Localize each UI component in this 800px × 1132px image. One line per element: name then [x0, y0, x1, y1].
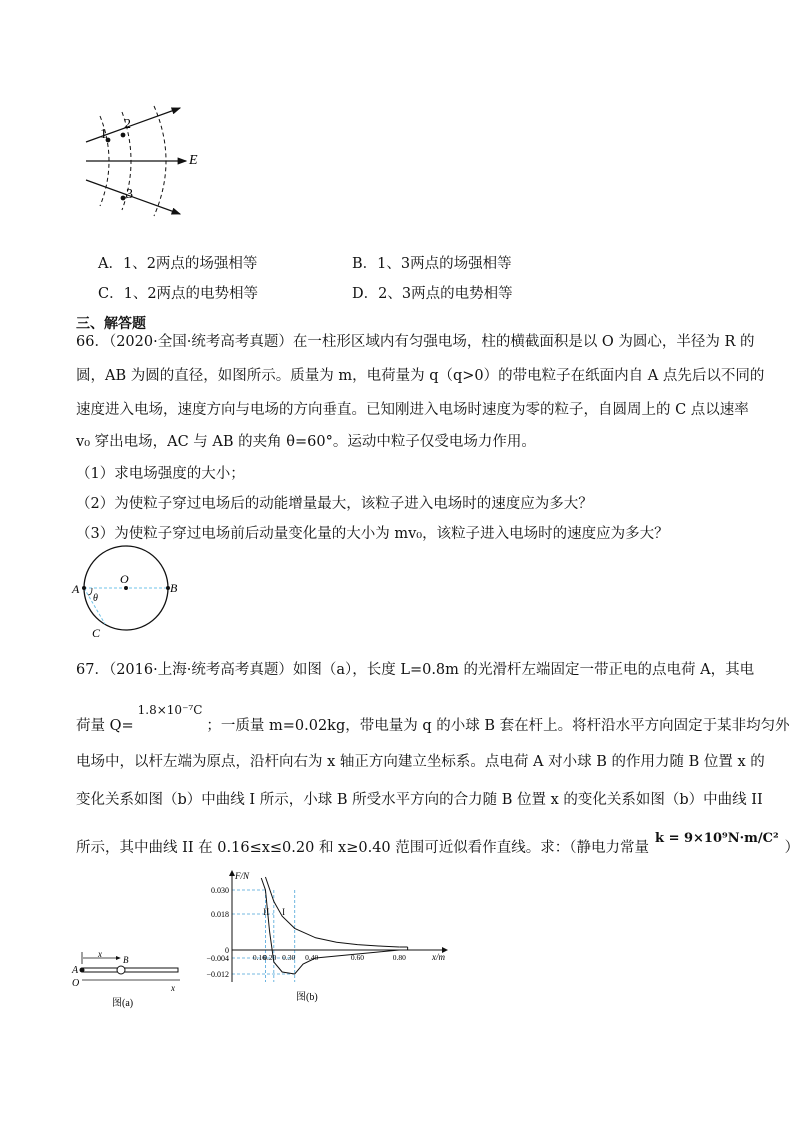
circle-figure [68, 545, 188, 645]
q67-charge-value: 1.8×10⁻⁷C [137, 703, 203, 717]
point-a [82, 586, 86, 590]
x-tick-4: 0.60 [350, 953, 365, 962]
fig-a-caption: 图(a) [112, 998, 134, 1009]
q66-line-2: 圆，AB 为圆的直径，如图所示。质量为 m，电荷量为 q（q>0）的带电粒子在纸面内自 A 点先后以不同的 [76, 368, 765, 384]
x-tick-0: 0.16 [252, 953, 267, 962]
q66-sub-3: （3）为使粒子穿过电场前后动量变化量的大小为 mv₀，该粒子进入电场时的速度应为多大？ [76, 526, 669, 542]
q67-line-2-rest: ；一质量 m=0.02kg，带电量为 q 的小球 B 套在杆上。将杆沿水平方向固定于某非均匀外 [206, 718, 790, 734]
option-a: A．1、2两点的场强相等 [98, 256, 258, 272]
q67-constant-k: k = 9×10⁹N·m/C² [655, 831, 779, 846]
option-b: B．1、3两点的场强相等 [352, 256, 512, 272]
force-chart [190, 870, 460, 1006]
fig-b-caption: 图(b) [296, 992, 318, 1003]
q67-line-1: 67．（2016·上海·统考高考真题）如图（a），长度 L=0.8m 的光滑杆左端固定一带正电的点电荷 A，其电 [76, 662, 755, 678]
label-O: O [120, 572, 129, 586]
rod [82, 968, 178, 972]
q67-line-5 [76, 831, 800, 859]
label-theta: θ [93, 593, 98, 604]
label-3: 3 [126, 187, 133, 202]
y-tick-3: −0.004 [206, 954, 229, 963]
angle-arc [88, 588, 92, 595]
point-2 [121, 133, 126, 138]
fig-a-A: A [72, 965, 79, 976]
q67-charge-prefix: 荷量 Q= [76, 718, 134, 734]
y-tick-2: 0 [225, 946, 229, 955]
label-1: 1 [100, 127, 107, 142]
x-tick-5: 0.80 [392, 953, 406, 962]
y-tick-1: 0.018 [211, 910, 229, 919]
fig-a-O: O [72, 978, 80, 989]
q67-line-4: 变化关系如图（b）中曲线 I 所示，小球 B 所受水平方向的合力随 B 位置 x 的变化关系如图（b）中曲线 II [76, 792, 763, 808]
label-C: C [92, 626, 101, 640]
series-label-ii: II [263, 907, 270, 917]
label-E: E [189, 153, 198, 168]
x-tick-2: 0.30 [282, 953, 296, 962]
charge-a [80, 968, 85, 973]
fig-a-x-dim: x [98, 949, 102, 959]
label-A: A [72, 582, 80, 596]
q66-line-1: 66．（2020·全国·统考高考真题）在一柱形区域内有匀强电场，柱的横截面积是以 O 为圆心，半径为 R 的 [76, 334, 755, 350]
field-line-bottom [86, 180, 180, 214]
x-axis-label: x/m [432, 952, 445, 962]
q66-line-4: v₀ 穿出电场，AC 与 AB 的夹角 θ=60°。运动中粒子仅受电场力作用。 [76, 434, 536, 450]
series-i [265, 877, 399, 947]
x-tick-3: 0.40 [305, 953, 319, 962]
y-tick-0: 0.030 [211, 886, 229, 895]
point-o [124, 586, 128, 590]
label-B: B [170, 581, 178, 595]
point-3 [121, 196, 126, 201]
rod-figure-a [68, 948, 186, 1010]
q67-line-3: 电场中，以杆左端为原点，沿杆向右为 x 轴正方向建立坐标系。点电荷 A 对小球 B 的作用力随 B 位置 x 的 [76, 754, 765, 770]
field-lines-figure [78, 100, 218, 230]
option-d: D．2、3两点的电势相等 [352, 286, 513, 302]
y-axis-label: F/N [235, 871, 250, 881]
q66-sub-1: （1）求电场强度的大小； [76, 466, 245, 482]
fig-a-B: B [123, 955, 129, 965]
option-c: C．1、2两点的电势相等 [98, 286, 259, 302]
ball-b [117, 966, 125, 974]
q66-sub-2: （2）为使粒子穿过电场后的动能增量最大，该粒子进入电场时的速度应为多大？ [76, 496, 593, 512]
q66-line-3: 速度进入电场，速度方向与电场的方向垂直。已知刚进入电场时速度为零的粒子，自圆周上的 C 点以速率 [76, 402, 749, 418]
label-2: 2 [124, 117, 131, 132]
y-tick-4: −0.012 [206, 970, 229, 979]
series-label-i: I [282, 907, 286, 917]
q67-line-5-text: 所示，其中曲线 II 在 0.16≤x≤0.20 和 x≥0.40 范围可近似看作直线。求：（静电力常量 [76, 840, 650, 856]
fig-a-x-axis: x [171, 983, 175, 993]
q67-line-5-end: ） [784, 840, 800, 856]
section-title: 三、解答题 [76, 316, 146, 332]
x-tick-1: 0.20 [263, 953, 277, 962]
